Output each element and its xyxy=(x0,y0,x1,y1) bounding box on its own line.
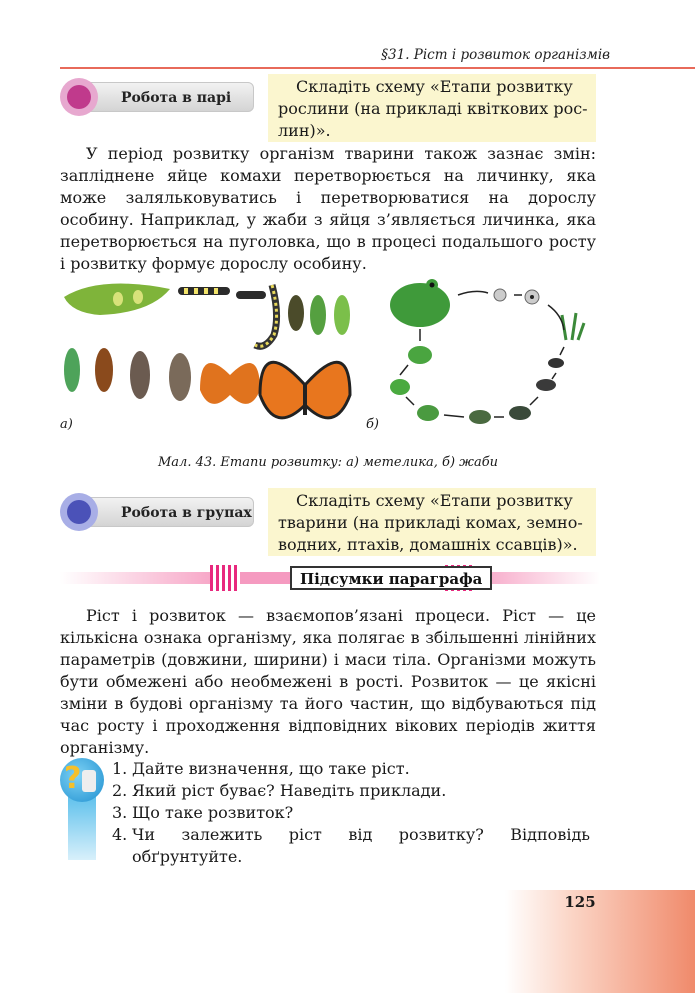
summary-header-bar xyxy=(60,563,600,593)
question-number: 1. xyxy=(112,759,128,778)
task-pair-label: Робота в парі xyxy=(78,82,254,112)
question-text: Чи залежить ріст від розвитку? Відповідь обґрунтуйте. xyxy=(132,825,590,866)
task-group-box xyxy=(268,488,596,556)
task-group-label: Робота в групах xyxy=(78,497,254,527)
header-rule xyxy=(60,67,695,69)
question-text: Який ріст буває? Наведіть приклади. xyxy=(132,781,447,800)
question-item xyxy=(112,758,602,780)
question-number: 4. xyxy=(112,825,128,844)
question-number: 2. xyxy=(112,781,128,800)
questions-icon: ? xyxy=(60,758,104,860)
task-pair-line-1: Складіть схему «Етапи розвитку xyxy=(296,77,573,96)
question-item xyxy=(112,802,602,824)
running-head: §31. Ріст і розвиток організмів xyxy=(381,47,610,63)
group-work-icon xyxy=(60,493,98,531)
summary-text: Ріст і розвиток — взаємопов’язані процеси. Ріст — це кількісна ознака організму, яка полягає в збільшенні лінійних параметрів (довжини, ширини) і маси тіла. Організми можуть бути обмежені або необмежені в рості. Розвиток — це якісні зміни в будові організму та його частин, що відбуваються під час росту і проходження відповідних вікових періодів життя організму. xyxy=(60,606,596,757)
question-item xyxy=(112,824,602,868)
butterfly-stages-image xyxy=(60,275,360,435)
figure-label-a: а) xyxy=(60,417,73,432)
task-group-line-3: водних, птахів, домашніх ссавців)». xyxy=(278,535,578,554)
task-pair-line-3: лин)». xyxy=(278,121,331,140)
body-paragraph: У період розвитку організм тварини також зазнає змін: запліднене яйце комахи перетворюється на личинку, яка може заляльковуватись і перетворюватися на дорослу особину. Наприклад, у жаби з яйця з’являється личинка, яка перетворюється на пуголовка, що в процесі подальшого росту і розвитку формує дорослу особину. xyxy=(60,144,596,273)
frog-stages-image xyxy=(380,275,600,435)
question-number: 3. xyxy=(112,803,128,822)
summary-title: Підсумки параграфа xyxy=(290,566,492,590)
question-text: Що таке розвиток? xyxy=(132,803,294,822)
task-group-line-2: тварини (на прикладі комах, земно- xyxy=(278,513,583,532)
questions-list xyxy=(112,758,602,868)
task-group-line-1: Складіть схему «Етапи розвитку xyxy=(296,491,573,510)
task-pair-box xyxy=(268,74,596,142)
figure-caption: Мал. 43. Етапи розвитку: а) метелика, б) жаби xyxy=(157,455,499,470)
task-pair-line-2: рослини (на прикладі квіткових рос- xyxy=(278,99,588,118)
question-text: Дайте визначення, що таке ріст. xyxy=(132,759,410,778)
page-number: 125 xyxy=(564,893,596,911)
pair-work-icon xyxy=(60,78,98,116)
question-item xyxy=(112,780,602,802)
figure-label-b: б) xyxy=(366,417,380,432)
